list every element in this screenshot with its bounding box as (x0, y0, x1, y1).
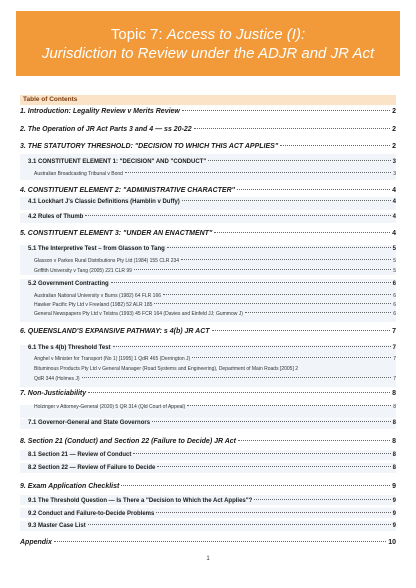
toc-entry-title: 9.3 Master Case List (28, 523, 86, 529)
toc-entry[interactable] (20, 404, 396, 410)
toc-leader-dots (88, 392, 390, 393)
toc-entry[interactable] (20, 539, 396, 546)
toc-entry[interactable] (20, 366, 396, 372)
toc-entry-page: 5 (393, 258, 396, 264)
toc-entry[interactable] (20, 281, 396, 287)
toc-entry-title: 3. THE STATUTORY THRESHOLD: "DECISION TO WHICH THIS ACT APPLIES" (20, 143, 279, 150)
toc-entry-page: 8 (392, 452, 396, 458)
toc-entry-page: 4 (392, 214, 396, 220)
toc-entry[interactable] (20, 438, 396, 445)
toc-entry[interactable] (20, 258, 396, 264)
toc-entry[interactable] (20, 483, 396, 490)
toc-entry[interactable] (20, 187, 396, 194)
toc-entry[interactable] (20, 420, 396, 426)
toc-entry-page: 6 (393, 293, 396, 299)
toc-entry-title: 8.1 Section 21 — Review of Conduct (28, 452, 132, 458)
toc-entry[interactable] (20, 108, 396, 115)
toc-entry-title: QdR 344 (Holmes J) (34, 376, 80, 382)
toc-leader-dots (156, 512, 390, 513)
toc-entry-page: 6 (393, 302, 396, 308)
toc-leader-dots (212, 330, 391, 331)
page-number: 1 (206, 556, 210, 562)
toc-leader-dots (54, 541, 386, 542)
toc-entry[interactable] (20, 246, 396, 252)
toc-entry-title: 1. Introduction: Legality Review v Merits Review (20, 108, 180, 115)
toc-entry-page: 7 (392, 328, 396, 335)
toc-entry[interactable] (20, 126, 396, 133)
toc-entry-page: 8 (392, 438, 396, 445)
toc-entry-page: 4 (392, 187, 396, 194)
toc-entry-title: 5. CONSTITUENT ELEMENT 3: "UNDER AN ENACTMENT" (20, 230, 213, 237)
toc-entry-title: 3.1 CONSTITUENT ELEMENT 1: "DECISION" AND "CONDUCT" (28, 159, 207, 165)
toc-entry-page: 9 (392, 523, 396, 529)
toc-entry-title: 2. The Operation of JR Act Parts 3 and 4 — ss 20-22 (20, 126, 192, 133)
title-line-1 (111, 25, 305, 44)
toc-entry[interactable] (20, 293, 396, 299)
title-italic: Access to Justice (I): (166, 25, 306, 43)
toc-entry-title: 9.2 Conduct and Failure-to-Decide Problems (28, 511, 155, 517)
toc-entry-title: Griffith University v Tang (2005) 221 CLR 99 (34, 268, 132, 274)
toc-entry[interactable] (20, 345, 396, 351)
toc-leader-dots (111, 282, 391, 283)
toc-heading: Table of Contents (20, 95, 396, 105)
toc-entry-page: 9 (392, 498, 396, 504)
toc-entry[interactable] (20, 268, 396, 274)
title-line-2: Jurisdiction to Review under the ADJR and JR Act (41, 44, 375, 62)
toc-entry-title: 4.1 Lockhart J's Classic Definitions (Hamblin v Duffy) (28, 199, 180, 205)
toc-entry-page: 7 (392, 345, 396, 351)
toc-entry-page: 2 (392, 126, 396, 133)
toc-leader-dots (182, 200, 391, 201)
toc-entry-title: General Newspapers Pty Ltd v Telstra (1993) 45 FCR 164 (Davies and Einfeld JJ; Gummow J) (34, 311, 243, 317)
toc-leader-dots (85, 215, 390, 216)
title-prefix: Topic 7: (110, 25, 167, 43)
toc-entry[interactable] (20, 498, 396, 504)
toc-leader-dots (208, 160, 390, 161)
toc-entry[interactable] (20, 511, 396, 517)
toc-entry-page: 3 (392, 159, 396, 165)
toc-entry[interactable] (20, 523, 396, 529)
toc-entry[interactable] (20, 302, 396, 308)
toc-entry[interactable] (20, 230, 396, 237)
toc-entry-page: 6 (393, 311, 396, 317)
toc-leader-dots (134, 269, 391, 270)
toc-entry-title: 9. Exam Application Checklist (20, 483, 120, 490)
toc-leader-dots (133, 453, 390, 454)
toc-entry[interactable] (20, 390, 396, 397)
toc-entry-title: Glasson v Parkes Rural Distributions Pty Ltd (1984) 155 CLR 234 (34, 258, 180, 264)
toc-leader-dots (237, 189, 390, 190)
toc-entry-page: 8 (393, 404, 396, 410)
toc-entry-page: 8 (392, 390, 396, 397)
toc-entry-page: 5 (393, 268, 396, 274)
toc-entry[interactable] (20, 452, 396, 458)
toc-leader-dots (154, 303, 391, 304)
toc-entry[interactable] (20, 376, 396, 382)
toc-leader-dots (152, 421, 391, 422)
toc-entry-title: 4.2 Rules of Thumb (28, 214, 84, 220)
toc-leader-dots (192, 357, 391, 358)
toc-entry-title: 4. CONSTITUENT ELEMENT 2: "ADMINISTRATIVE CHARACTER" (20, 187, 235, 194)
toc-leader-dots (113, 346, 391, 347)
toc-entry[interactable] (20, 171, 396, 177)
toc-entry-page: 8 (392, 465, 396, 471)
toc-entry-page: 4 (392, 230, 396, 237)
toc-leader-dots (214, 232, 390, 233)
toc-entry[interactable] (20, 356, 396, 362)
toc-entry[interactable] (20, 159, 396, 165)
toc-leader-dots (254, 499, 390, 500)
toc-entry-page: 2 (392, 143, 396, 150)
toc-entry-title: Bituminous Products Pty Ltd v General Manager (Road Systems and Engineering), Department of Main Roads [2005] 2 (34, 366, 299, 372)
toc-entry[interactable] (20, 214, 396, 220)
toc-leader-dots (125, 172, 391, 173)
toc-entry-page: 10 (388, 539, 396, 546)
toc-entry-page: 9 (392, 483, 396, 490)
toc-entry[interactable] (20, 328, 396, 335)
toc-entry-page: 7 (393, 356, 396, 362)
toc-entry-page: 6 (392, 281, 396, 287)
toc-entry[interactable] (20, 143, 396, 150)
toc-leader-dots (82, 377, 392, 378)
toc-entry-title: Holzinger v Attorney-General (2020) 5 QR 314 (Qld Court of Appeal) (34, 404, 186, 410)
toc-leader-dots (163, 294, 391, 295)
toc-entry-page: 2 (392, 108, 396, 115)
toc-entry-page: 7 (393, 376, 396, 382)
toc-entry-title: 5.1 The Interpretive Test – from Glasson to Tang (28, 246, 165, 252)
toc-leader-dots (187, 405, 391, 406)
toc-leader-dots (88, 524, 391, 525)
toc-entry-title: 9.1 The Threshold Question — Is There a "Decision to Which the Act Applies"? (28, 498, 253, 504)
toc-entry[interactable] (20, 199, 396, 205)
toc-entry-page: 5 (392, 246, 396, 252)
toc-entry-title: Australian Broadcasting Tribunal v Bond (34, 171, 123, 177)
toc-entry-title: 5.2 Government Contracting (28, 281, 109, 287)
toc-entry-page: 3 (393, 171, 396, 177)
toc-leader-dots (280, 145, 390, 146)
toc-leader-dots (121, 485, 390, 486)
toc-leader-dots (182, 110, 390, 111)
title-banner (16, 11, 400, 76)
toc-leader-dots (167, 247, 391, 248)
toc-entry[interactable] (20, 311, 396, 317)
toc-leader-dots (181, 259, 391, 260)
toc-entry-title: Hawker Pacific Pty Ltd v Freeland (1982) 52 ALR 185 (34, 302, 153, 308)
toc-leader-dots (238, 440, 390, 441)
toc-entry-title: 6. QUEENSLAND'S EXPANSIVE PATHWAY: s 4(b) JR ACT (20, 328, 210, 335)
toc-entry[interactable] (20, 465, 396, 471)
toc-leader-dots (194, 128, 390, 129)
toc-entry-page: 4 (392, 199, 396, 205)
toc-entry-title: Anghel v Minister for Transport (No 1) [1995] 1 QdR 465 (Derrington J) (34, 356, 191, 362)
toc-entry-title: 7. Non-Justiciability (20, 390, 87, 397)
toc-entry-title: 8. Section 21 (Conduct) and Section 22 (Failure to Decide) JR Act (20, 438, 237, 445)
toc-entry-title: Appendix (20, 539, 52, 546)
toc-leader-dots (245, 312, 391, 313)
toc-entry-title: 7.1 Governor-General and State Governors (28, 420, 151, 426)
toc-entry-page: 8 (392, 420, 396, 426)
toc-leader-dots (157, 466, 390, 467)
toc-entry-title: Australian National University v Burns (1982) 64 FLR 166 (34, 293, 162, 299)
toc-entry-title: 8.2 Section 22 — Review of Failure to Decide (28, 465, 156, 471)
toc-entry-title: 6.1 The s 4(b) Threshold Test (28, 345, 111, 351)
toc-entry-page: 9 (392, 511, 396, 517)
